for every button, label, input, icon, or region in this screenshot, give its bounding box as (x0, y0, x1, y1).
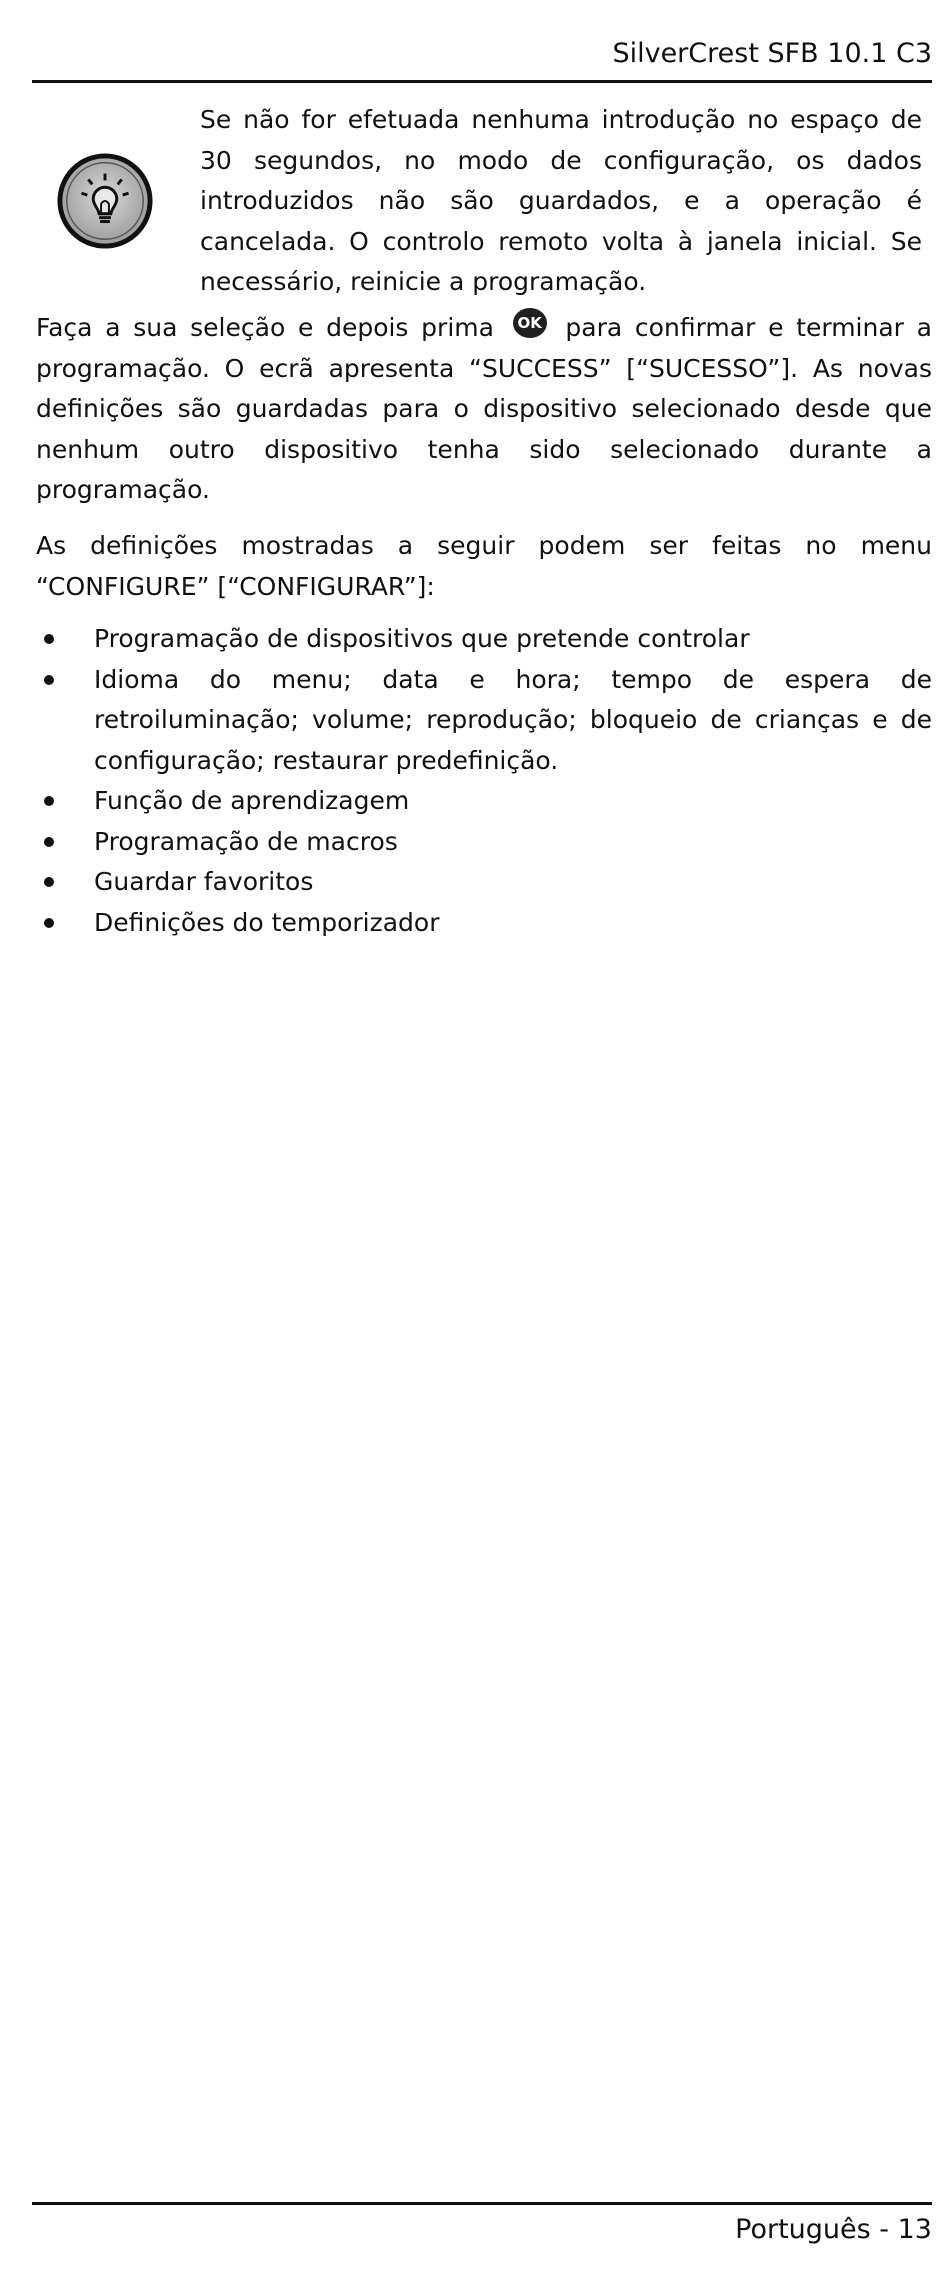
configure-menu-paragraph: As definições mostradas a seguir podem ser feitas no menu “CONFIGURE” [“CONFIGURAR”]: (36, 531, 932, 601)
list-item: Programação de dispositivos que pretende controlar (36, 619, 932, 660)
list-item: Guardar favoritos (36, 862, 932, 903)
confirm-paragraph-start: Faça a sua seleção e depois prima (36, 313, 494, 342)
lightbulb-tip-icon (56, 152, 154, 250)
footer-divider (32, 2202, 932, 2205)
configure-options-list (36, 619, 932, 943)
ok-button-icon: OK (513, 308, 547, 338)
page-header-title: SilverCrest SFB 10.1 C3 (612, 38, 932, 69)
confirm-paragraph-end: para confirmar e terminar a programação. O ecrã apresenta “SUCCESS” [“SUCESSO”]. As novas definições são guardadas para o dispositivo selecionado desde que nenhum outro dispositivo tenha sido selecionado durante a programação. (36, 313, 932, 504)
list-item: Definições do temporizador (36, 903, 932, 944)
list-item: Programação de macros (36, 822, 932, 863)
tip-note-text: Se não for efetuada nenhuma introdução no espaço de 30 segundos, no modo de configuração, os dados introduzidos não são guardados, e a operação é cancelada. O controlo remoto volta à janela inicial. Se necessário, reinicie a programação. (200, 105, 922, 296)
list-item: Idioma do menu; data e hora; tempo de espera de retroiluminação; volume; reprodução; bloqueio de crianças e de configuração; restaurar predefinição. (36, 660, 932, 782)
list-item: Função de aprendizagem (36, 781, 932, 822)
page-footer-number: Português - 13 (735, 2214, 932, 2245)
header-divider (32, 80, 932, 83)
confirm-paragraph (36, 308, 932, 511)
